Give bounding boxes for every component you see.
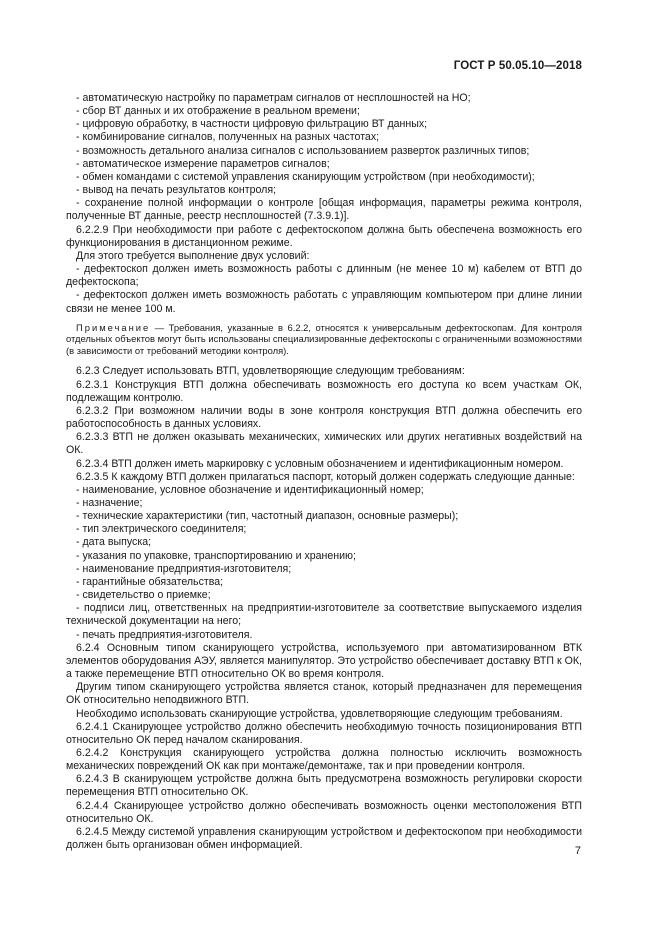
- list-item: - обмен командами с системой управления сканирующим устройством (при необходимости);: [76, 170, 535, 183]
- list-item: - автоматическое измерение параметров сигналов;: [76, 157, 330, 170]
- list-item: - подписи лиц, ответственных на предприятии-изготовителе за соответствие выпускаемого изделия технической документации на него;: [66, 602, 582, 628]
- list-item: - дефектоскоп должен иметь возможность работы с длинным (не менее 10 м) кабелем от ВТП до дефектоскопа;: [66, 263, 582, 289]
- paragraph: Для этого требуется выполнение двух условий:: [76, 249, 310, 262]
- note: [66, 322, 582, 357]
- list-item: - дата выпуска;: [76, 536, 152, 549]
- paragraph: 6.2.4.4 Сканирующее устройство должно обеспечивать возможность оценки местоположения ВТП относительно ОК.: [66, 799, 582, 825]
- list-item: - возможность детального анализа сигналов с использованием разверток различных типов;: [76, 144, 530, 157]
- paragraph: 6.2.3.4 ВТП должен иметь маркировку с условным обозначением и идентификационным номером.: [76, 457, 564, 470]
- paragraph: 6.2.4.2 Конструкция сканирующего устройства должна полностью исключить возможность механических повреждений ОК как при монтаже/демонтаже, так и при проведении контроля.: [66, 746, 582, 773]
- note-text: — Требования, указанные в 6.2.2, относятся к универсальным дефектоскопам. Для контроля отдельных объектов могут быть использованы специализированные дефектоскопы с ограниченными возможностями (в зависимости от требований методики контроля).: [66, 321, 582, 356]
- paragraph: 6.2.4.3 В сканирующем устройстве должна быть предусмотрена возможность регулировки скорости перемещения ВТП относительно ОК.: [66, 773, 582, 799]
- paragraph: 6.2.4.5 Между системой управления сканирующим устройством и дефектоскопом при необходимости должен быть организован обмен информацией.: [66, 825, 582, 852]
- list-item: - автоматическую настройку по параметрам сигналов от несплошностей на НО;: [76, 92, 471, 104]
- list-item: - дефектоскоп должен иметь возможность работать с управляющим компьютером при длине линии связи не менее 100 м.: [66, 289, 582, 315]
- list-item: - вывод на печать результатов контроля;: [76, 184, 277, 197]
- list-item: - наименование предприятия-изготовителя;: [76, 562, 292, 575]
- page-number: 7: [574, 845, 581, 857]
- paragraph: Другим типом сканирующего устройства является станок, который предназначен для перемещения ОК относительно неподвижного ВТП.: [66, 681, 582, 707]
- list-item: - наименование, условное обозначение и идентификационный номер;: [76, 483, 424, 496]
- list-item: - технические характеристики (тип, частотный диапазон, основные размеры);: [76, 510, 459, 523]
- paragraph: 6.2.3.3 ВТП не должен оказывать механических, химических или других негативных воздействий на ОК.: [66, 431, 582, 457]
- paragraph: 6.2.4 Основным типом сканирующего устройства, используемого при автоматизированном ВТК элементов оборудования АЭУ, является манипулятор. Это устройство обеспечивает доставку ВТП к ОК, а также перемещение ВТП относительно ОК во время контроля.: [66, 641, 582, 681]
- paragraph: 6.2.3.5 К каждому ВТП должен прилагаться паспорт, который должен содержать следующие данные:: [76, 470, 575, 483]
- list-item: - свидетельство о приемке;: [76, 589, 211, 602]
- paragraph: 6.2.2.9 При необходимости при работе с дефектоскопом должна быть обеспечена возможность его функционирования в дистанционном режиме.: [66, 223, 582, 249]
- paragraph: Необходимо использовать сканирующие устройства, удовлетворяющие следующим требованиям.: [76, 707, 563, 720]
- list-item: - тип электрического соединителя;: [76, 523, 247, 536]
- paragraph: 6.2.3.1 Конструкция ВТП должна обеспечивать возможность его доступа ко всем участкам ОК, подлежащим контролю.: [66, 378, 582, 404]
- list-item: - гарантийные обязательства;: [76, 575, 224, 588]
- list-item: - печать предприятия-изготовителя.: [76, 628, 253, 641]
- note-label: Примечание: [76, 321, 151, 333]
- list-item: - комбинирование сигналов, полученных на разных частотах;: [76, 131, 380, 144]
- document-header: ГОСТ Р 50.05.10—2018: [453, 60, 582, 72]
- list-item: - указания по упаковке, транспортированию и хранению;: [76, 549, 356, 562]
- list-item: - сохранение полной информации о контроле [общая информация, параметры режима контроля, полученные ВТ данные, реестр несплошностей (7.3.9.1)].: [66, 197, 582, 223]
- paragraph: 6.2.3 Следует использовать ВТП, удовлетворяющие следующим требованиям:: [76, 365, 465, 378]
- page-body: [66, 92, 582, 852]
- list-item: - цифровую обработку, в частности цифровую фильтрацию ВТ данных;: [76, 118, 428, 131]
- list-item: - сбор ВТ данных и их отображение в реальном времени;: [76, 105, 360, 118]
- paragraph: 6.2.4.1 Сканирующее устройство должно обеспечить необходимую точность позиционирования ВТП относительно ОК перед началом сканирования.: [66, 720, 582, 746]
- paragraph: 6.2.3.2 При возможном наличии воды в зоне контроля конструкция ВТП должна обеспечить его работоспособность в данных условиях.: [66, 404, 582, 431]
- list-item: - назначение;: [76, 497, 143, 509]
